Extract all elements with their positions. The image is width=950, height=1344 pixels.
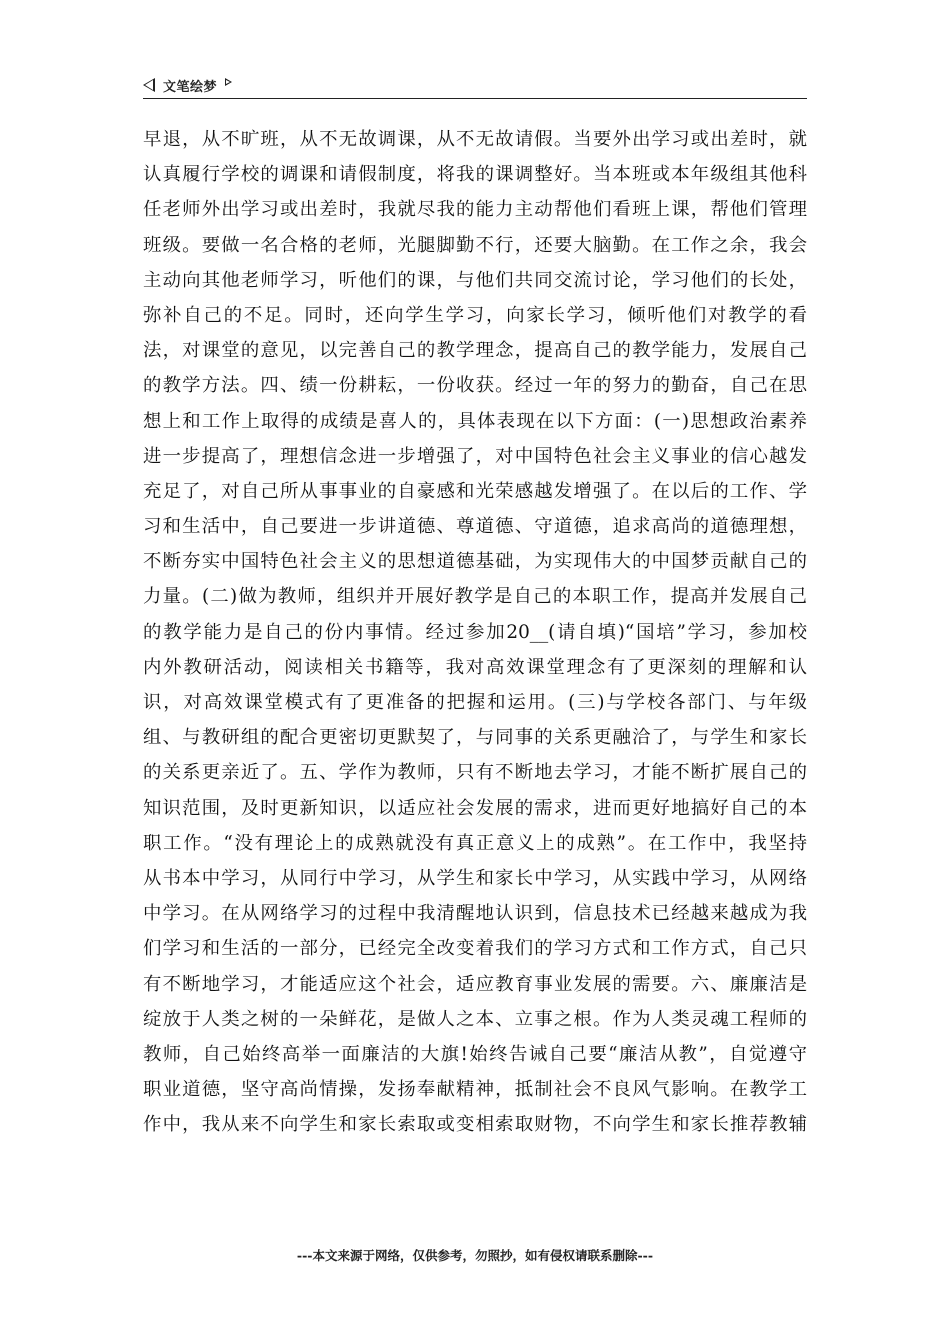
body-line: 组、与教研组的配合更密切更默契了，与同事的关系更融洽了，与学生和家长 (143, 727, 807, 749)
document-body (143, 122, 807, 1142)
body-line: 的关系更亲近了。五、学作为教师，只有不断地去学习，才能不断扩展自己的 (143, 762, 807, 784)
body-line: 主动向其他老师学习，听他们的课，与他们共同交流讨论，学习他们的长处， (143, 269, 807, 291)
body-line: 教师，自己始终高举一面廉洁的大旗!始终告诫自己要“廉洁从教”，自觉遵守 (143, 1043, 807, 1065)
body-line: 识，对高效课堂模式有了更准备的把握和运用。(三)与学校各部门、与年级 (143, 692, 807, 713)
body-line: 职业道德，坚守高尚情操，发扬奉献精神，抵制社会不良风气影响。在教学工 (143, 1079, 807, 1101)
body-line: 早退，从不旷班，从不无故调课，从不无故请假。当要外出学习或出差时，就 (143, 129, 807, 150)
body-line: 从书本中学习，从同行中学习，从学生和家长中学习，从实践中学习，从网络 (143, 867, 807, 889)
body-line: 充足了，对自己所从事事业的自豪感和光荣感越发增强了。在以后的工作、学 (143, 480, 807, 502)
body-line: 弥补自己的不足。同时，还向学生学习，向家长学习，倾听他们对教学的看 (143, 304, 807, 326)
header-brand: 文笔绘梦 (163, 79, 218, 95)
body-line: 不断夯实中国特色社会主义的思想道德基础，为实现伟大的中国梦贡献自己的 (143, 551, 807, 573)
triangle-left-icon (143, 78, 155, 92)
body-line: 的教学能力是自己的份内事情。经过参加20__(请自填)“国培”学习，参加校 (143, 621, 807, 643)
body-line: 想上和工作上取得的成绩是喜人的，具体表现在以下方面：(一)思想政治素养 (143, 410, 807, 432)
page-header (143, 72, 807, 99)
body-line: 内外教研活动，阅读相关书籍等，我对高效课堂理念有了更深刻的理解和认 (143, 656, 807, 678)
body-line: 绽放于人类之树的一朵鲜花，是做人之本、立事之根。作为人类灵魂工程师的 (143, 1008, 807, 1030)
body-line: 认真履行学校的调课和请假制度，将我的课调整好。当本班或本年级组其他科 (143, 164, 807, 186)
body-line: 法，对课堂的意见，以完善自己的教学理念，提高自己的教学能力，发展自己 (143, 340, 807, 362)
body-line: 班级。要做一名合格的老师，光腿脚勤不行，还要大脑勤。在工作之余，我会 (143, 234, 807, 256)
body-line: 任老师外出学习或出差时，我就尽我的能力主动帮他们看班上课，帮他们管理 (143, 199, 807, 221)
body-line: 知识范围，及时更新知识，以适应社会发展的需求，进而更好地搞好自己的本 (143, 797, 807, 819)
body-line: 进一步提高了，理想信念进一步增强了，对中国特色社会主义事业的信心越发 (143, 445, 807, 467)
body-line: 中学习。在从网络学习的过程中我清醒地认识到，信息技术已经越来越成为我 (143, 903, 807, 925)
triangle-right-icon (225, 78, 232, 86)
body-line: 有不断地学习，才能适应这个社会，适应教育事业发展的需要。六、廉廉洁是 (143, 973, 807, 995)
body-line: 职工作。“没有理论上的成熟就没有真正意义上的成熟”。在工作中，我坚持 (143, 832, 807, 854)
body-line: 的教学方法。四、绩一份耕耘，一份收获。经过一年的努力的勤奋，自己在思 (143, 375, 807, 397)
body-line: 作中，我从来不向学生和家长索取或变相索取财物，不向学生和家长推荐教辅 (143, 1114, 807, 1136)
body-line: 们学习和生活的一部分，已经完全改变着我们的学习方式和工作方式，自己只 (143, 938, 807, 960)
body-line: 力量。(二)做为教师，组织并开展好教学是自己的本职工作，提高并发展自己 (143, 586, 807, 608)
footer-notice: ---本文来源于网络，仅供参考，勿照抄，如有侵权请联系删除--- (296, 1248, 654, 1263)
body-line: 习和生活中，自己要进一步讲道德、尊道德、守道德，追求高尚的道德理想， (143, 516, 807, 538)
